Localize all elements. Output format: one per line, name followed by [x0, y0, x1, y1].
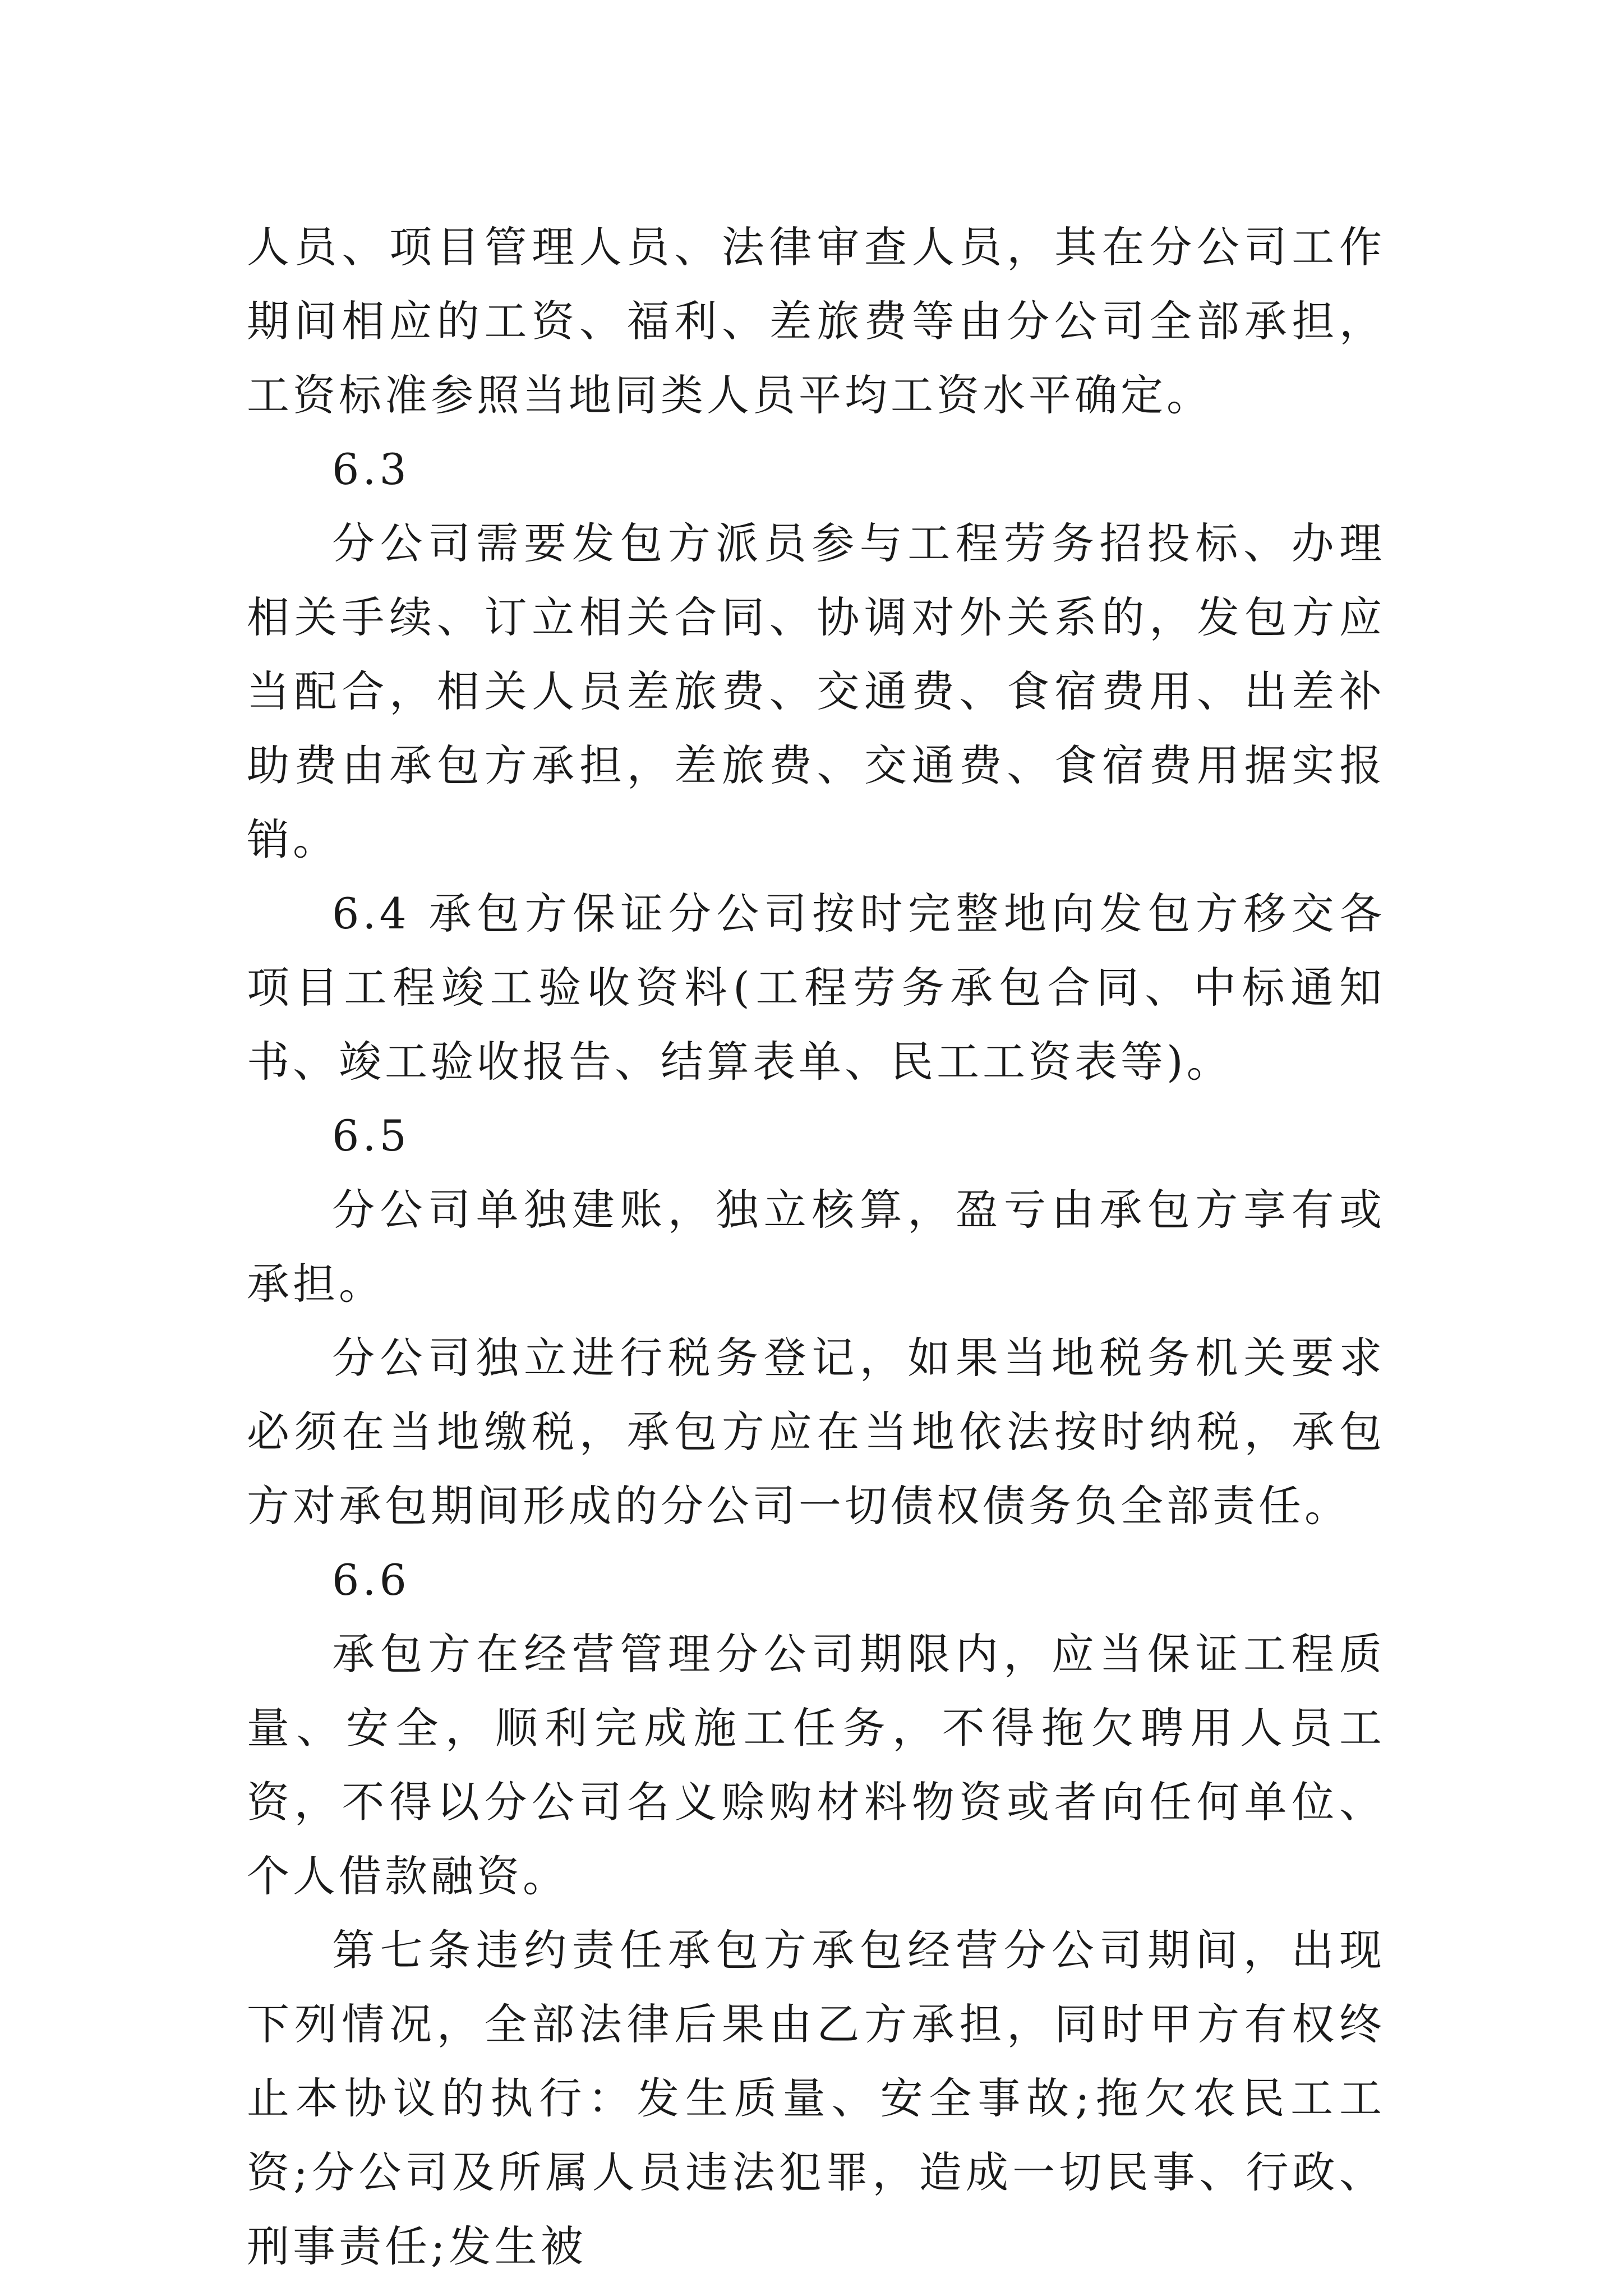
- paragraph-independent-accounting: 分公司单独建账，独立核算，盈亏由承包方享有或承担。: [247, 1185, 1385, 1309]
- section-number-6-6: 6.6: [332, 1555, 410, 1605]
- section-number-6-5: 6.5: [332, 1111, 410, 1161]
- section-number-6-3: 6.3: [332, 444, 410, 494]
- paragraph-tax-registration: 分公司独立进行税务登记，如果当地税务机关要求必须在当地缴税，承包方应在当地依法按时纳税，承包方对承包期间形成的分公司一切债权债务负全部责任。: [247, 1333, 1385, 1531]
- paragraph-operating-obligations: 承包方在经营管理分公司期限内，应当保证工程质量、安全，顺利完成施工任务，不得拖欠聘用人员工资，不得以分公司名义赊购材料物资或者向任何单位、个人借款融资。: [247, 1629, 1385, 1901]
- paragraph-dispatch-personnel: 分公司需要发包方派员参与工程劳务招投标、办理相关手续、订立相关合同、协调对外关系的，发包方应当配合，相关人员差旅费、交通费、食宿费用、出差补助费由承包方承担，差旅费、交通费、食宿费用据实报销。: [247, 518, 1385, 864]
- document-body: [247, 210, 1385, 2284]
- paragraph-6-4-handover: 6.4 承包方保证分公司按时完整地向发包方移交各项目工程竣工验收资料(工程劳务承包合同、中标通知书、竣工验收报告、结算表单、民工工资表等)。: [247, 889, 1385, 1087]
- paragraph-staff-costs: 人员、项目管理人员、法律审查人员，其在分公司工作期间相应的工资、福利、差旅费等由分公司全部承担，工资标准参照当地同类人员平均工资水平确定。: [247, 222, 1385, 420]
- paragraph-article-7-liability: 第七条违约责任承包方承包经营分公司期间，出现下列情况，全部法律后果由乙方承担，同时甲方有权终止本协议的执行：发生质量、安全事故;拖欠农民工工资;分公司及所属人员违法犯罪，造成一切民事、行政、刑事责任;发生被: [247, 1925, 1385, 2271]
